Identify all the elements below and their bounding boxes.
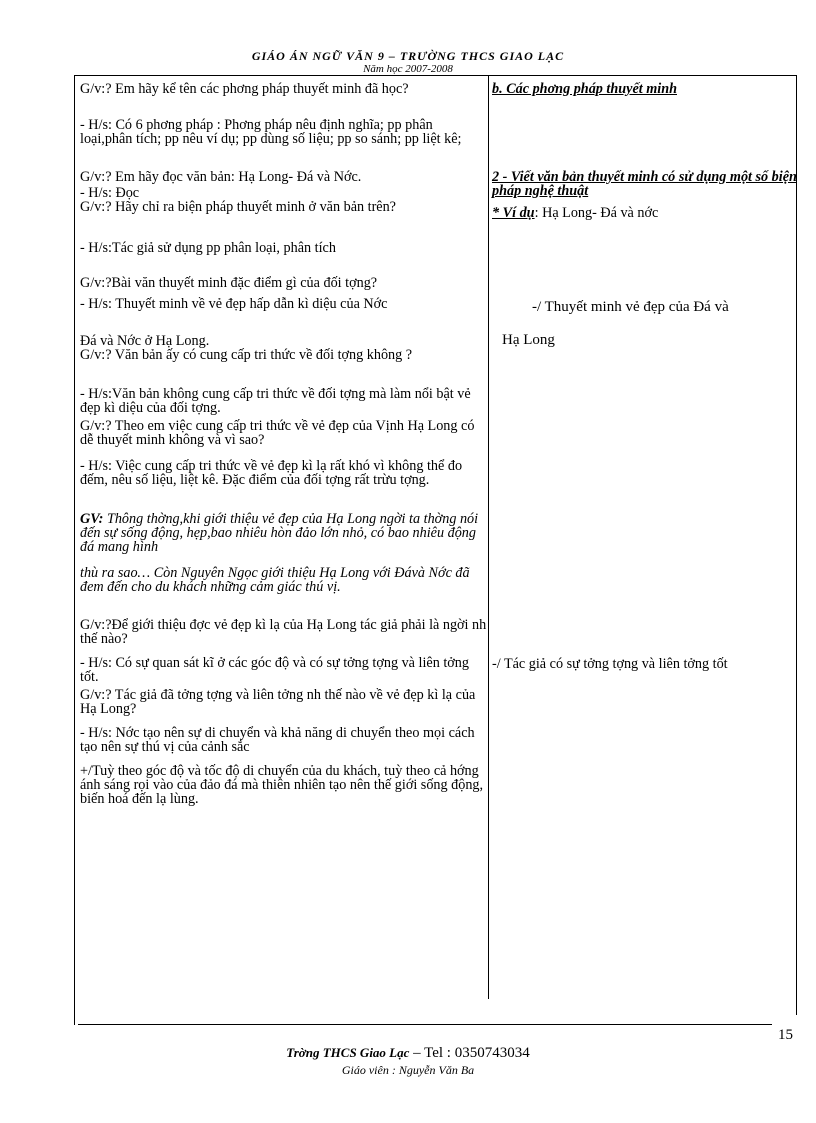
student-answer-4-cont: Đá và Nớc ở Hạ Long. xyxy=(80,333,210,349)
teacher-question-6: G/v:? Theo em việc cung cấp tri thức về vẻ đẹp của Vịnh Hạ Long có dễ thuyết minh không và vì sao? xyxy=(80,418,475,448)
left-border xyxy=(74,75,75,1025)
right-note-2: -/ Tác giả có sự tởng tợng và liên tởng tốt xyxy=(492,656,728,672)
gv-label: GV: xyxy=(80,511,104,527)
student-answer-1: - H/s: Có 6 phơng pháp : Phơng pháp nêu định nghĩa; pp phân loại,phân tích; pp nêu ví dụ; pp dùng số liệu; pp so sánh; pp liệt kê; xyxy=(80,117,462,147)
footer-teacher: Giáo viên : Nguyễn Văn Ba xyxy=(341,1063,475,1077)
student-answer-2: - H/s: Đọc xyxy=(80,185,140,201)
student-answer-8-cont: +/Tuỳ theo góc độ và tốc độ di chuyển của du khách, tuỳ theo cả hớng ánh sáng rọi vào của đảo đá mà thiên nhiên tạo nên thế giới sống động, biến hoá đến lạ lùng. xyxy=(80,763,484,807)
footer-school: Trờng THCS Giao Lạc xyxy=(286,1045,410,1060)
section-heading-b: b. Các phơng pháp thuyết minh xyxy=(492,81,677,97)
teacher-question-1: G/v:? Em hãy kể tên các phơng pháp thuyết minh đã học? xyxy=(80,81,409,97)
student-answer-3: - H/s:Tác giả sử dụng pp phân loại, phân tích xyxy=(80,240,336,256)
example-label: * Ví dụ xyxy=(492,205,535,221)
top-rule xyxy=(74,75,797,76)
teacher-question-4: G/v:?Bài văn thuyết minh đặc điểm gì của đối tợng? xyxy=(80,275,378,291)
student-answer-6: - H/s: Việc cung cấp tri thức về vẻ đẹp kì lạ rất khó vì không thể đo đếm, nêu số liệu, liệt kê. Đặc điểm của đối tợng rất trừu tợng. xyxy=(80,458,463,488)
student-answer-5: - H/s:Văn bản không cung cấp tri thức về đối tợng mà làm nổi bật vẻ đẹp kì diệu của đối tợng. xyxy=(80,386,471,416)
teacher-question-3: G/v:? Hãy chỉ ra biện pháp thuyết minh ở văn bản trên? xyxy=(80,199,396,215)
student-answer-7: - H/s: Có sự quan sát kĩ ở các góc độ và có sự tởng tợng và liên tởng tốt. xyxy=(80,655,469,685)
teacher-question-8: G/v:? Tác giả đã tởng tợng và liên tởng nh thế nào về vẻ đẹp kì lạ của Hạ Long? xyxy=(80,687,476,717)
teacher-question-2: G/v:? Em hãy đọc văn bản: Hạ Long- Đá và Nớc. xyxy=(80,169,362,185)
teacher-question-7: G/v:?Để giới thiệu đợc vẻ đẹp kì lạ của Hạ Long tác giả phải là ngời nh thế nào? xyxy=(80,617,487,647)
student-answer-4: - H/s: Thuyết minh về vẻ đẹp hấp dẫn kì diệu của Nớc xyxy=(80,296,388,312)
teacher-note-text: Thông thờng,khi giới thiệu vẻ đẹp của Hạ Long ngời ta thờng nói đến sự sống động, hẹp,bao nhiêu hòn đảo lớn nhỏ, có bao nhiêu động đá mang hình xyxy=(80,511,479,555)
right-note-1: -/ Thuyết minh vẻ đẹp của Đá và xyxy=(532,299,729,315)
header-school-year: Năm học 2007-2008 xyxy=(363,63,453,75)
teacher-question-5: G/v:? Văn bản ấy có cung cấp tri thức về đối tợng không ? xyxy=(80,347,413,363)
section-heading-2: 2 - Viết văn bản thuyết minh có sử dụng một số biện pháp nghệ thuật xyxy=(492,169,797,199)
column-divider xyxy=(488,75,489,999)
footer-phone: – Tel : 0350743034 xyxy=(409,1045,530,1061)
example-line xyxy=(492,206,797,220)
teacher-note-cont: thù ra sao… Còn Nguyên Ngọc giới thiệu Hạ Long với Đávà Nớc đã đem đến cho du khách những cảm giác thú vị. xyxy=(80,565,470,595)
example-text: : Hạ Long- Đá và nớc xyxy=(534,205,659,221)
right-note-1-cont: Hạ Long xyxy=(502,332,555,348)
teacher-note xyxy=(80,512,487,554)
header-title: GIÁO ÁN NGỮ VĂN 9 – TRƯỜNG THCS GIAO LẠC xyxy=(251,49,565,63)
footer-line-1 xyxy=(0,1045,816,1062)
student-answer-8: - H/s: Nớc tạo nên sự di chuyển và khả năng di chuyển theo mọi cách tạo nên sự thú vị của cảnh sắc xyxy=(80,725,475,755)
bottom-rule xyxy=(78,1024,772,1025)
page-number: 15 xyxy=(778,1027,793,1043)
